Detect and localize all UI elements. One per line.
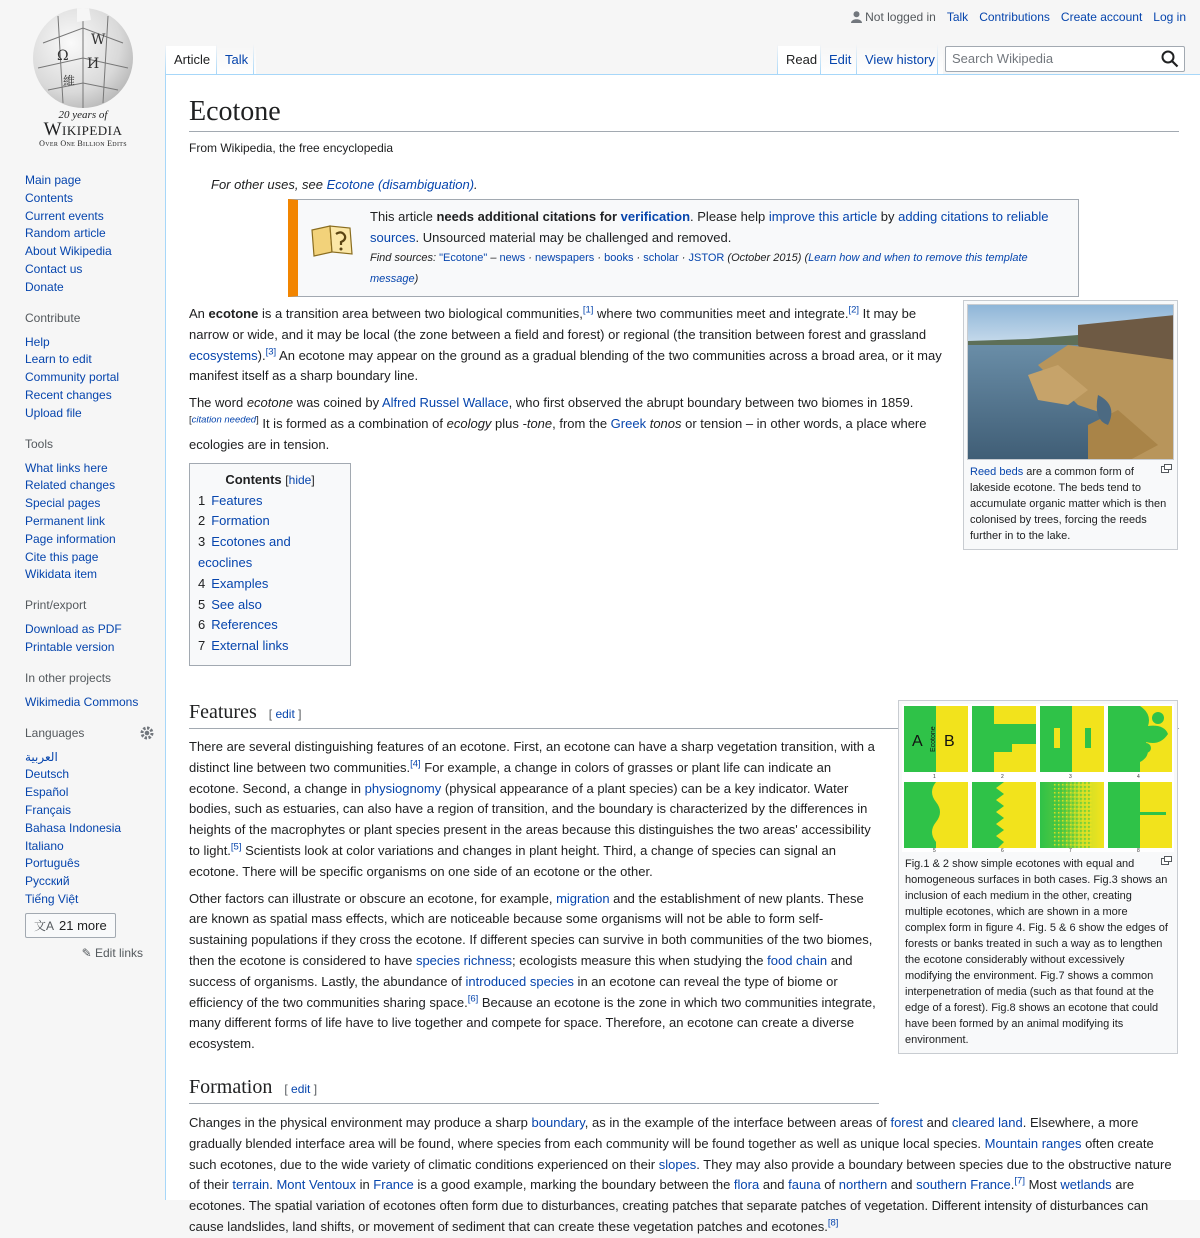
svg-text:8: 8: [1137, 848, 1140, 852]
sidebar-language-item: [25, 766, 150, 784]
print-portal: [25, 598, 150, 657]
contribute-heading: Contribute: [25, 310, 81, 325]
toc-number: 5: [198, 596, 206, 612]
toc-item[interactable]: [198, 615, 342, 636]
toc-number: 2: [198, 513, 206, 529]
table-of-contents: Contents [hide] 1 Features 2 Formation 3 Ecotones and ecoclines 4 Examples 5 See also 6 References 7 External links: [189, 463, 351, 666]
sidebar-contribute-item: [25, 387, 150, 405]
edit-links[interactable]: ✎ Edit links: [81, 945, 143, 960]
projects-heading: In other projects: [25, 670, 112, 685]
thumb-ecotone-figures: [898, 700, 1178, 1054]
sidebar-nav-item: [25, 279, 150, 297]
sidebar-tools-item: [25, 513, 150, 531]
tab-talk[interactable]: Talk: [217, 46, 256, 74]
sidebar-nav-item: [25, 190, 150, 208]
sidebar-nav-item: [25, 172, 150, 190]
sidebar-language-item: [25, 749, 150, 767]
sidebar-nav-item: [25, 261, 150, 279]
toc-link[interactable]: Features: [211, 492, 263, 508]
toc-number: 4: [198, 575, 206, 591]
sidebar-language-item: [25, 784, 150, 802]
sidebar-nav-link[interactable]: Contents: [25, 190, 74, 205]
svg-text:2: 2: [1001, 774, 1004, 780]
ecotone-figures-image[interactable]: [902, 704, 1174, 852]
sidebar-tools-item: [25, 495, 150, 513]
sidebar-contribute-item: [25, 369, 150, 387]
sidebar-nav-item: [25, 225, 150, 243]
sidebar-nav-link[interactable]: Random article: [25, 226, 106, 241]
toc-item[interactable]: [198, 595, 342, 616]
sidebar-print-link[interactable]: Download as PDF: [25, 622, 122, 637]
sidebar: [25, 172, 150, 974]
tab-edit[interactable]: Edit: [821, 46, 859, 74]
tools-portal: [25, 437, 150, 585]
sidebar-contribute-link[interactable]: Learn to edit: [25, 352, 92, 367]
sidebar-language-link[interactable]: Français: [25, 802, 72, 817]
features-paragraph-1: There are several distinguishing features of an ecotone. First, an ecotone can have a sharp vegetation transition, with a distinct line between two communities.[4] For example, a change in colors of grasses or plant life can indicate an ecotone. Second, a change in physiognomy (physical appearance of a plant species) can be a key indicator. Water bodies, such as estuaries, can also have a region of transition, and the boundary is characterized by the differences in heights of the macrophytes or plant species present in the areas because this distinguishes the two areas' accessibility to light.[5] Scientists look at color variations and changes in plant height. Third, a change of species can signal an ecotone. There will be specific organisms on one side of an ecotone or the other.: [189, 738, 875, 879]
thumb-reed-beds: [963, 300, 1178, 550]
sidebar-tools-link[interactable]: Special pages: [25, 496, 101, 511]
sidebar-projects-item: [25, 694, 150, 712]
sidebar-print-link[interactable]: Printable version: [25, 639, 115, 654]
sidebar-nav-link[interactable]: About Wikipedia: [25, 244, 112, 259]
edit-features-link[interactable]: edit: [275, 706, 295, 721]
tools-heading: Tools: [25, 436, 54, 451]
reed-beds-image[interactable]: [967, 304, 1174, 460]
sidebar-tools-link[interactable]: Cite this page: [25, 549, 99, 564]
personal-tools: [851, 10, 1186, 24]
sidebar-language-link[interactable]: Tiếng Việt: [25, 891, 79, 906]
toc-number: 7: [198, 638, 206, 654]
section-heading-formation: Formation [ edit ]: [189, 1074, 879, 1104]
search-icon[interactable]: [1160, 49, 1180, 69]
tab-read[interactable]: Read: [778, 46, 825, 74]
scholar-link[interactable]: scholar: [643, 252, 679, 264]
sidebar-tools-link[interactable]: What links here: [25, 460, 108, 475]
sidebar-tools-item: [25, 460, 150, 478]
sidebar-language-item: [25, 820, 150, 838]
toc-hide-link[interactable]: hide: [288, 472, 312, 487]
sidebar-tools-link[interactable]: Wikidata item: [25, 567, 98, 582]
translate-icon: 文A: [34, 918, 55, 933]
sidebar-tools-link[interactable]: Page information: [25, 531, 116, 546]
citation-notice: [288, 199, 1079, 297]
sidebar-language-item: [25, 891, 150, 909]
sidebar-projects-link[interactable]: Wikimedia Commons: [25, 694, 139, 709]
svg-text:A: A: [912, 733, 923, 750]
page-title: Ecotone: [189, 95, 1179, 132]
citation-notice-text: This article needs additional citations for verification. Please help improve this article by adding citations to reliable sources. Unsourced material may be challenged and removed. Find sources: "Ecotone" – news · newspapers · books · scholar · JSTOR (October 2015) (Learn how and when to remove this template message): [370, 209, 1049, 285]
enlarge-icon[interactable]: [1161, 464, 1172, 473]
svg-text:4: 4: [1137, 774, 1140, 780]
contributions-link[interactable]: Contributions: [979, 10, 1050, 24]
sidebar-contribute-item: [25, 405, 150, 423]
user-icon: [851, 11, 862, 23]
intro-paragraph-1: An ecotone is a transition area between two biological communities,[1] where two communities meet and integrate.[2] It may be narrow or wide, and it may be local (the zone between a field and forest) or regional (the transition between forest and grassland ecosystems).[3] An ecotone may appear on the ground as a gradual blending of the two communities across a broad area, or it may manifest itself as a sharp boundary line.: [189, 304, 942, 384]
svg-text:1: 1: [933, 774, 936, 780]
books-link[interactable]: books: [604, 252, 634, 264]
sidebar-language-link[interactable]: Italiano: [25, 838, 64, 853]
toc-number: 1: [198, 492, 206, 508]
sidebar-tools-link[interactable]: Related changes: [25, 478, 116, 493]
toc-item[interactable]: [198, 636, 342, 657]
svg-text:Ecotone: Ecotone: [930, 726, 937, 752]
jstor-link[interactable]: JSTOR: [688, 252, 725, 264]
svg-text:6: 6: [1001, 848, 1004, 852]
hatnote: For other uses, see Ecotone (disambiguation).: [211, 177, 478, 192]
news-link[interactable]: news: [499, 252, 526, 264]
wikipedia-logo[interactable]: [18, 8, 148, 148]
sidebar-language-item: [25, 873, 150, 891]
question-book-icon: [308, 206, 358, 290]
toc-link[interactable]: External links: [211, 638, 289, 654]
edit-formation-link[interactable]: edit: [291, 1081, 311, 1096]
globe-icon: W Ω И 維: [33, 8, 133, 108]
site-sub: From Wikipedia, the free encyclopedia: [189, 141, 394, 155]
ecotone-figures-caption: Fig.1 & 2 show simple ecotones with equal and homogeneous surfaces in both cases. Fig.3 shows an inclusion of each medium in the other, creating multiple ecotones, which are shown in a more complex form in figure 4. Fig. 5 & 6 show the edges of forests or banks treated in such a way as to lengthen the ecotone considerably without excessively modifying the environment. Fig.7 shows a common interpenetration of media (such as that found at the edge of a forest). Fig.8 shows an ecotone that could have been formed by an animal modifying its environment.: [902, 852, 1174, 1050]
log-in-link[interactable]: Log in: [1153, 10, 1186, 24]
create-account-link[interactable]: Create account: [1060, 10, 1143, 24]
gear-icon[interactable]: [140, 726, 154, 740]
learn-remove-link[interactable]: Learn how and when to remove this template message: [370, 252, 1028, 285]
sidebar-language-item: [25, 838, 150, 856]
content: [165, 74, 1200, 1234]
find-sources-query[interactable]: "Ecotone": [439, 252, 488, 264]
adding-citations-link[interactable]: adding citations to reliable sources: [370, 209, 1049, 245]
sidebar-language-link[interactable]: Bahasa Indonesia: [25, 820, 122, 835]
reed-beds-caption: Reed beds are a common form of lakeside ecotone. The beds tend to accumulate organic matter which is then colonised by trees, forcing the reeds further in to the lake.: [967, 460, 1174, 546]
sidebar-contribute-link[interactable]: Community portal: [25, 370, 120, 385]
intro-paragraph-2: The word ecotone was coined by Alfred Russel Wallace, who first observed the abrupt boundary between two biomes in 1859.[citation needed] It is formed as a combination of ecology plus -tone, from the Greek tonos or tension – in other words, a place where ecologies are in tension.: [189, 395, 927, 452]
projects-portal: [25, 671, 150, 712]
toc-item[interactable]: [198, 511, 342, 532]
svg-text:B: B: [944, 733, 955, 750]
formation-paragraph-1: Changes in the physical environment may produce a sharp boundary, as in the example of the interface between areas of forest and cleared land. Elsewhere, a more gradually blended interface area will be found, where species from each community will be found together as well as unique local species. Mountain ranges often create such ecotones, due to the wide variety of climatic conditions experienced on their slopes. They may also provide a boundary between species due to the obstructive nature of their terrain. Mont Ventoux in France is a good example, marking the boundary between the flora and fauna of northern and southern France.[7] Most wetlands are ecotones. The spatial variation of ecotones often form due to disturbances, creating patches that separate patches of vegetation. Different intensity of disturbances can cause landslides, land shifts, or movement of sediment that can create these vegetation patches and ecotones.[8]: [189, 1114, 1172, 1234]
sidebar-contribute-item: [25, 351, 150, 369]
sidebar-tools-item: [25, 477, 150, 495]
navigation-portal: [25, 172, 150, 297]
verification-link[interactable]: verification: [620, 209, 691, 224]
contribute-portal: [25, 311, 150, 423]
toc-item[interactable]: [198, 491, 342, 512]
talk-link[interactable]: Talk: [946, 10, 969, 24]
sidebar-nav-link[interactable]: Donate: [25, 279, 64, 294]
svg-text:3: 3: [1069, 774, 1072, 780]
sidebar-contribute-link[interactable]: Help: [25, 334, 50, 349]
reed-beds-link[interactable]: Reed beds: [970, 466, 1024, 478]
sidebar-tools-item: [25, 566, 150, 584]
languages-portal: [25, 726, 150, 960]
features-paragraph-2: Other factors can illustrate or obscure an ecotone, for example, migration and the establishment of new plants. These are known as spatial mass effects, which are noticeable because some organisms will not be able to form self-sustaining populations if they cross the ecotone. If different species can survive in both communities of the two biomes, then the ecotone is considered to have species richness; ecologists measure this when studying the food chain and success of organisms. Lastly, the abundance of introduced species in an ecotone can reveal the type of biome or efficiency of the two communities sharing space.[6] Because an ecotone is the zone in which two communities integrate, many different forms of life have to live together and compete for space. Therefore, an ecotone can create a diverse ecosystem.: [189, 890, 876, 1052]
sidebar-language-link[interactable]: Deutsch: [25, 767, 70, 782]
pencil-icon: ✎: [81, 945, 92, 960]
toc-item[interactable]: [198, 574, 342, 595]
enlarge-icon[interactable]: [1161, 856, 1172, 865]
sidebar-language-link[interactable]: Português: [25, 856, 80, 871]
tab-article[interactable]: Article: [166, 46, 218, 74]
search-input[interactable]: Search Wikipedia: [945, 46, 1185, 72]
logo-wordmark: Wikipedia: [43, 119, 123, 140]
sidebar-contribute-link[interactable]: Recent changes: [25, 387, 112, 402]
sidebar-nav-item: [25, 243, 150, 261]
logo-tagline: 20 years of: [58, 109, 108, 121]
toc-link[interactable]: References: [211, 617, 278, 633]
toc-link[interactable]: See also: [211, 596, 262, 612]
disambiguation-link[interactable]: Ecotone (disambiguation): [326, 177, 475, 192]
toc-link[interactable]: Ecotones and ecoclines: [198, 534, 291, 570]
toc-number: 3: [198, 534, 206, 550]
languages-heading: Languages: [25, 726, 172, 743]
sidebar-contribute-link[interactable]: Upload file: [25, 405, 82, 420]
toc-number: 6: [198, 617, 206, 633]
sidebar-print-item: [25, 621, 150, 639]
svg-text:7: 7: [1069, 848, 1072, 852]
toc-link[interactable]: Formation: [211, 513, 270, 529]
sidebar-language-link[interactable]: Русский: [25, 874, 70, 889]
sidebar-language-item: [25, 855, 150, 873]
sidebar-tools-item: [25, 531, 150, 549]
sidebar-language-link[interactable]: العربية: [25, 749, 58, 764]
improve-link[interactable]: improve this article: [768, 209, 878, 224]
newspapers-link[interactable]: newspapers: [534, 252, 595, 264]
sidebar-tools-link[interactable]: Permanent link: [25, 513, 106, 528]
not-logged-in: Not logged in: [851, 10, 936, 24]
sidebar-contribute-item: [25, 334, 150, 352]
sidebar-nav-link[interactable]: Current events: [25, 208, 104, 223]
section-heading-features: Features [ edit ]: [189, 699, 1179, 729]
toc-link[interactable]: Examples: [211, 575, 269, 591]
more-languages-button[interactable]: 文A 21 more: [25, 913, 116, 938]
sidebar-nav-link[interactable]: Contact us: [25, 261, 83, 276]
sidebar-language-link[interactable]: Español: [25, 785, 69, 800]
svg-text:5: 5: [933, 848, 936, 852]
toc-item[interactable]: [198, 532, 342, 574]
tab-view-history[interactable]: View history: [857, 46, 943, 74]
sidebar-nav-item: [25, 208, 150, 226]
logo-motto: Over One Billion Edits: [39, 139, 127, 148]
sidebar-language-item: [25, 802, 150, 820]
sidebar-print-item: [25, 639, 150, 657]
sidebar-nav-link[interactable]: Main page: [25, 173, 82, 187]
sidebar-tools-item: [25, 549, 150, 567]
print-heading: Print/export: [25, 598, 87, 613]
